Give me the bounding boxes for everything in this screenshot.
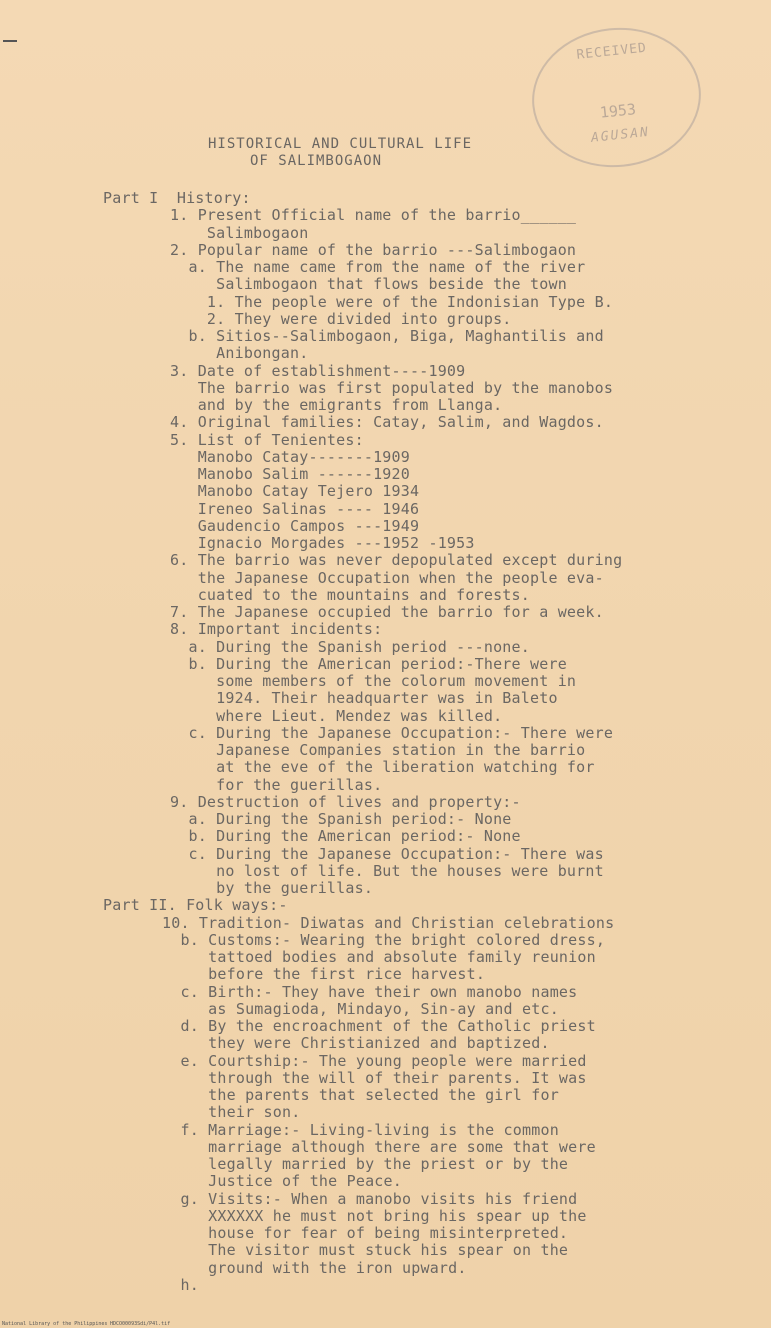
text-line: 9. Destruction of lives and property:-	[170, 793, 521, 811]
text-line: 1. Present Official name of the barrio______	[170, 206, 577, 224]
text-line: as Sumagioda, Mindayo, Sin-ay and etc.	[162, 1000, 559, 1018]
text-line: 2. Popular name of the barrio ---Salimbogaon	[170, 241, 577, 259]
text-line: by the guerillas.	[170, 879, 374, 897]
text-line: their son.	[162, 1103, 301, 1121]
text-line: they were Christianized and baptized.	[162, 1034, 550, 1052]
text-line: Part II. Folk ways:-	[103, 896, 288, 914]
text-line: 6. The barrio was never depopulated except during	[170, 551, 623, 569]
text-line: The barrio was first populated by the manobos	[170, 379, 614, 397]
text-line: Manobo Catay Tejero 1934	[170, 482, 420, 500]
text-line: Salimbogaon that flows beside the town	[170, 275, 567, 293]
text-line: 7. The Japanese occupied the barrio for a week.	[170, 603, 604, 621]
text-line: Ireneo Salinas ---- 1946	[170, 500, 420, 518]
footer-library: National Library of the Philippines	[2, 1321, 108, 1327]
text-line: Justice of the Peace.	[162, 1172, 402, 1190]
text-line: legally married by the priest or by the	[162, 1155, 569, 1173]
text-line: the parents that selected the girl for	[162, 1086, 559, 1104]
received-stamp	[525, 20, 708, 176]
text-line: Salimbogaon	[170, 224, 309, 242]
document-title-line2: OF SALIMBOGAON	[250, 153, 383, 169]
text-line: 1924. Their headquarter was in Baleto	[170, 689, 558, 707]
text-line: h.	[162, 1276, 199, 1294]
text-line: and by the emigrants from Llanga.	[170, 396, 503, 414]
text-line: Anibongan.	[170, 344, 309, 362]
text-line: 3. Date of establishment----1909	[170, 362, 466, 380]
text-line: no lost of life. But the houses were burnt	[170, 862, 604, 880]
text-line: where Lieut. Mendez was killed.	[170, 707, 503, 725]
text-line: Part I History:	[103, 189, 251, 207]
text-line: a. During the Spanish period:- None	[170, 810, 512, 828]
text-line: 4. Original families: Catay, Salim, and Wagdos.	[170, 413, 604, 431]
text-line: at the eve of the liberation watching for	[170, 758, 595, 776]
text-line: ground with the iron upward.	[162, 1259, 467, 1277]
text-line: c. Birth:- They have their own manobo names	[162, 983, 578, 1001]
text-line: the Japanese Occupation when the people eva-	[170, 569, 604, 587]
text-line: before the first rice harvest.	[162, 965, 486, 983]
edge-mark	[3, 40, 17, 42]
text-line: a. During the Spanish period ---none.	[170, 638, 530, 656]
text-line: for the guerillas.	[170, 776, 383, 794]
text-line: Manobo Salim ------1920	[170, 465, 410, 483]
text-line: e. Courtship:- The young people were married	[162, 1052, 587, 1070]
text-line: b. During the American period:-There were	[170, 655, 567, 673]
text-line: a. The name came from the name of the river	[170, 258, 586, 276]
text-line: tattoed bodies and absolute family reunion	[162, 948, 596, 966]
text-line: c. During the Japanese Occupation:- There were	[170, 724, 614, 742]
text-line: 2. They were divided into groups.	[170, 310, 512, 328]
text-line: b. Sitios--Salimbogaon, Biga, Maghantilis and	[170, 327, 604, 345]
text-line: some members of the colorum movement in	[170, 672, 577, 690]
text-line: Ignacio Morgades ---1952 -1953	[170, 534, 475, 552]
text-line: The visitor must stuck his spear on the	[162, 1241, 569, 1259]
text-line: c. During the Japanese Occupation:- There was	[170, 845, 604, 863]
stamp-place: AGUSAN	[590, 124, 651, 146]
stamp-year: 1953	[599, 100, 637, 122]
text-line: 1. The people were of the Indonisian Type B.	[170, 293, 614, 311]
text-line: 8. Important incidents:	[170, 620, 383, 638]
text-line: f. Marriage:- Living-living is the common	[162, 1121, 559, 1139]
text-line: Gaudencio Campos ---1949	[170, 517, 420, 535]
text-line: marriage although there are some that were	[162, 1138, 596, 1156]
footer-filename: HDCO00093Sdi/P4l.tif	[110, 1321, 171, 1327]
text-line: Japanese Companies station in the barrio	[170, 741, 586, 759]
text-line: d. By the encroachment of the Catholic priest	[162, 1017, 596, 1035]
document-title-line1: HISTORICAL AND CULTURAL LIFE	[208, 136, 473, 152]
text-line: XXXXXX he must not bring his spear up the	[162, 1207, 587, 1225]
stamp-top-text: RECEIVED	[575, 40, 648, 63]
text-line: b. During the American period:- None	[170, 827, 521, 845]
text-line: 5. List of Tenientes:	[170, 431, 364, 449]
text-line: b. Customs:- Wearing the bright colored dress,	[162, 931, 606, 949]
text-line: 10. Tradition- Diwatas and Christian celebrations	[162, 914, 615, 932]
text-line: through the will of their parents. It was	[162, 1069, 587, 1087]
text-line: house for fear of being misinterpreted.	[162, 1224, 569, 1242]
text-line: Manobo Catay-------1909	[170, 448, 410, 466]
text-line: cuated to the mountains and forests.	[170, 586, 530, 604]
text-line: g. Visits:- When a manobo visits his friend	[162, 1190, 578, 1208]
